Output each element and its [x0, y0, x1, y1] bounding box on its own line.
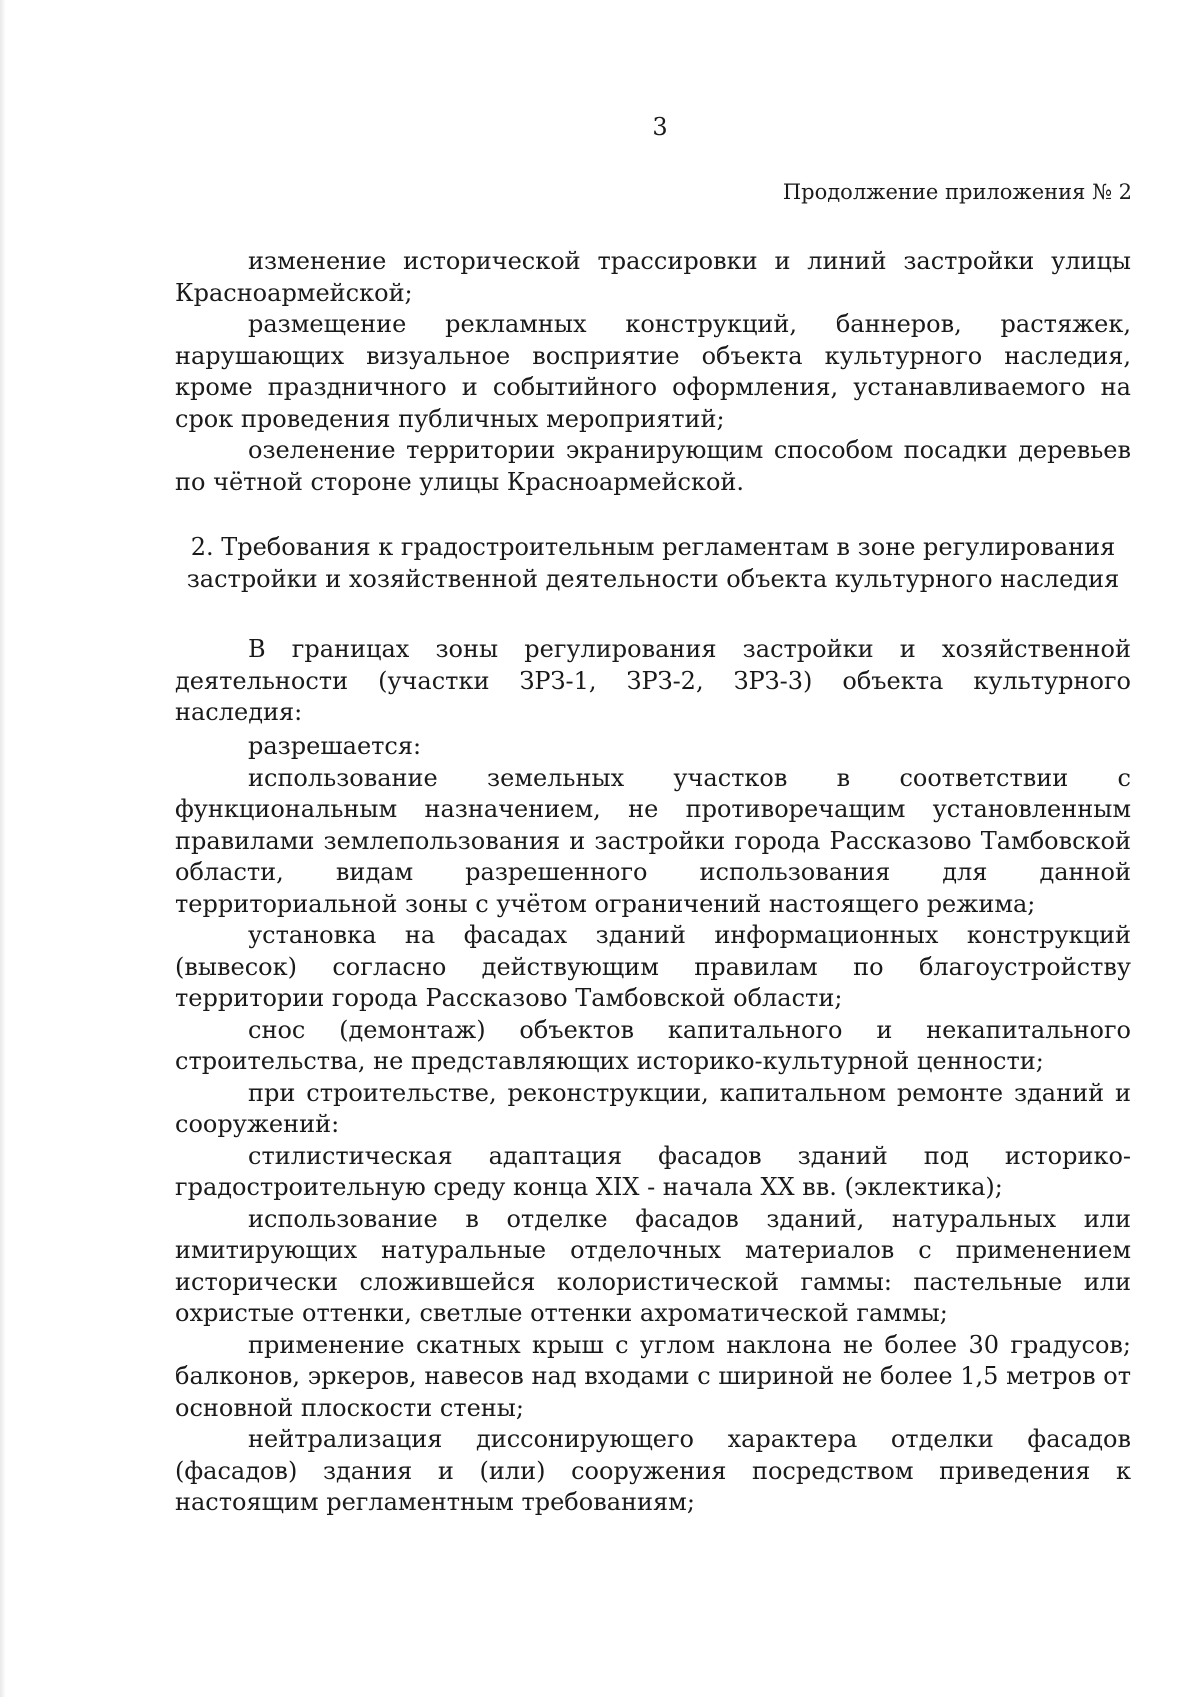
allowed-list — [175, 731, 1131, 1519]
page-number: 3 — [652, 113, 668, 141]
section-heading — [175, 531, 1131, 595]
paragraph: озеленение территории экранирующим способом посадки деревьев по чётной стороне улицы Красноармейской. — [175, 436, 1131, 496]
intro-paragraph: В границах зоны регулирования застройки и хозяйственной деятельности (участки ЗРЗ-1, ЗРЗ-2, ЗРЗ-3) объекта культурного наследия: — [175, 635, 1131, 726]
paragraph: размещение рекламных конструкций, баннеров, растяжек, нарушающих визуальное восприятие объекта культурного наследия, кроме праздничного и событийного оформления, устанавливаемого на срок проведения публичных мероприятий; — [175, 310, 1131, 433]
appendix-continuation-note: Продолжение приложения № 2 — [782, 180, 1132, 204]
allowed-label: разрешается: — [248, 732, 422, 760]
list-item: использование в отделке фасадов зданий, натуральных или имитирующих натуральные отделочных материалов с применением исторически сложившейся колористической гаммы: пастельные или охристые оттенки, светлые оттенки ахроматической гаммы; — [175, 1204, 1131, 1327]
list-item: снос (демонтаж) объектов капитального и некапитального строительства, не представляющих историко-культурной ценности; — [175, 1015, 1131, 1075]
restrictions-list — [175, 246, 1131, 498]
section-intro — [175, 634, 1131, 729]
list-item: нейтрализация диссонирующего характера отделки фасадов (фасадов) здания и (или) сооружения посредством приведения к настоящим регламентным требованиям; — [175, 1425, 1131, 1516]
list-item: использование земельных участков в соответствии с функциональным назначением, не противоречащим установленным правилами землепользования и застройки города Рассказово Тамбовской области, видам разрешенного использования для данной территориальной зоны с учётом ограничений настоящего режима; — [175, 763, 1131, 918]
list-item: применение скатных крыш с углом наклона не более 30 градусов; балконов, эркеров, навесов над входами с шириной не более 1,5 метров от основной плоскости стены; — [175, 1330, 1131, 1422]
section-heading-line-2: застройки и хозяйственной деятельности объекта культурного наследия — [186, 565, 1120, 593]
list-item: стилистическая адаптация фасадов зданий под историко-градостроительную среду конца XIX - начала XX вв. (эклектика); — [175, 1141, 1131, 1201]
list-item: установка на фасадах зданий информационных конструкций (вывесок) согласно действующим правилам по благоустройству территории города Рассказово Тамбовской области; — [175, 921, 1131, 1012]
scan-edge-shadow — [0, 0, 6, 1697]
section-heading-line-1: 2. Требования к градостроительным регламентам в зоне регулирования — [190, 533, 1116, 561]
list-item: при строительстве, реконструкции, капитальном ремонте зданий и сооружений: — [175, 1078, 1131, 1138]
paragraph: изменение исторической трассировки и линий застройки улицы Красноармейской; — [175, 247, 1131, 307]
